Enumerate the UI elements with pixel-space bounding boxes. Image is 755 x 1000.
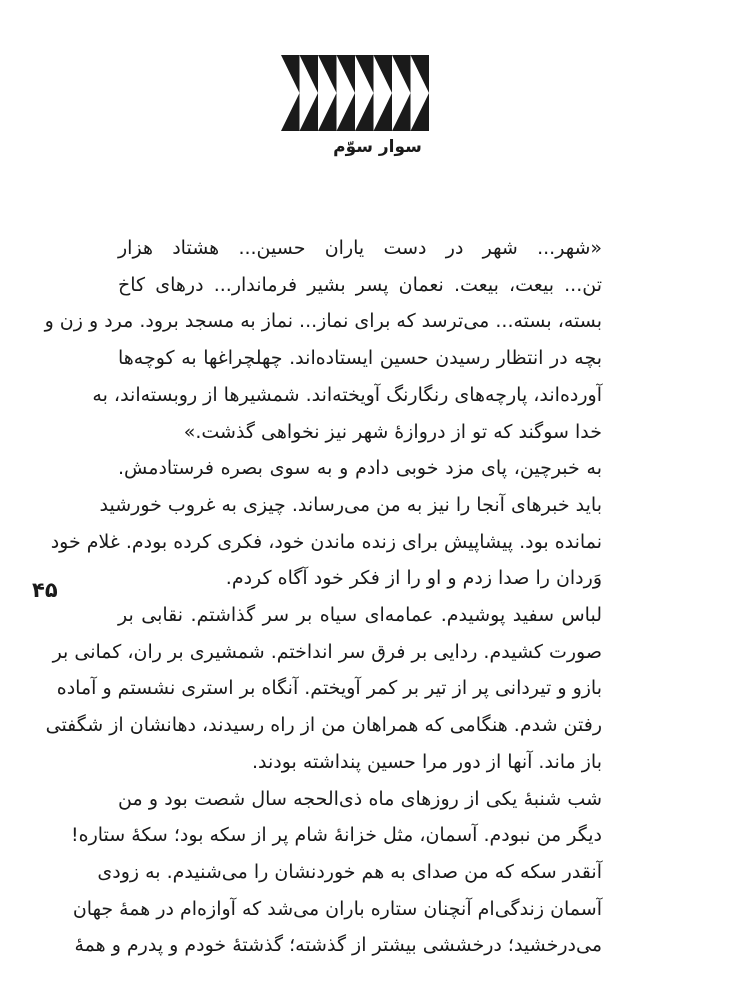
text-line: می‌درخشید؛ درخششی بیشتر از گذشته؛ گذشتهٔ خودم و پدرم و همهٔ [74,934,602,957]
text-line: لباس سفید پوشیدم. عمامه‌ای سیاه بر سر گذاشتم. نقابی بر [118,604,602,627]
ornament-triangle [300,93,319,131]
ornament-triangle [374,93,393,131]
text-line: بازو و تیردانی پر از تیر بر کمر آویختم. آنگاه بر استری نشستم و آماده [56,677,602,700]
text-line: رفتن شدم. هنگامی که همراهان من از راه رسیدند، دهانشان از شگفتی [45,714,602,737]
text-line: صورت کشیدم. ردایی بر فرق سر انداختم. شمشیری بر ران، کمانی بر [52,640,602,663]
ornament-triangle [318,55,337,93]
text-line: وَردان را صدا زدم و او را از فکر خود آگاه کردم. [225,567,602,590]
paragraph [44,230,624,450]
text-line: دیگر من نبودم. آسمان، مثل خزانهٔ شام پر از سکه بود؛ سکهٔ ستاره! [71,824,602,847]
ornament-triangle [281,93,300,131]
text-line: شب شنبهٔ یکی از روزهای ماه ذی‌الحجه سال شصت بود و من [118,787,602,810]
ornament-triangle [374,55,393,93]
text-line: آورده‌اند، پارچه‌های رنگارنگ آویخته‌اند. شمشیرها از روبسته‌اند، به [92,383,602,406]
text-line: بسته، بسته... می‌ترسد که برای نماز... نماز به مسجد برود. مرد و زن و [44,310,602,333]
ornament-triangle [300,55,319,93]
text-line: تن... بیعت، بیعت. نعمان پسر بشیر فرماندار... درهای کاخ [118,273,602,296]
ornament-triangle [355,55,374,93]
text-line: «شهر... شهر در دست یاران حسین... هشتاد هزار [118,237,602,259]
text-line: آنقدر سکه که من صدای به هم خوردنشان را می‌شنیدم. به زودی [97,860,602,883]
ornament-triangle [392,55,411,93]
ornament-triangle [411,55,430,93]
paragraph [50,450,624,597]
triangle-ornament [281,55,429,131]
page-number: ۴۵ [32,578,58,602]
chapter-title: سوار سوّم [333,137,422,157]
ornament-triangle [355,93,374,131]
text-line: بچه در انتظار رسیدن حسین ایستاده‌اند. چهلچراغها به کوچه‌ها [118,347,602,370]
ornament-triangle [337,55,356,93]
text-line: آسمان زندگی‌ام آنچنان ستاره باران می‌شد که آوازه‌ام در همهٔ جهان [72,897,602,920]
ornament-triangle [337,93,356,131]
text-line: خدا سوگند که تو از دروازهٔ شهر نیز نخواهی گذشت.» [183,420,602,443]
text-line: باز ماند. آنها از دور مرا حسین پنداشته بودند. [251,750,602,773]
paragraph [71,781,624,965]
ornament-triangle [281,55,300,93]
text-line: نمانده بود. پیشاپیش برای زنده ماندن خود، فکری کرده بودم. غلام خود [50,530,602,553]
ornament-triangle [318,93,337,131]
ornament-triangle [411,93,430,131]
text-line: باید خبرهای آنجا را نیز به من می‌رساند. چیزی به غروب خورشید [99,493,602,516]
paragraph [45,597,624,781]
ornament-triangle [392,93,411,131]
text-line: به خبرچین، پای مزد خوبی دادم و به سوی بصره فرستادمش. [118,457,602,480]
